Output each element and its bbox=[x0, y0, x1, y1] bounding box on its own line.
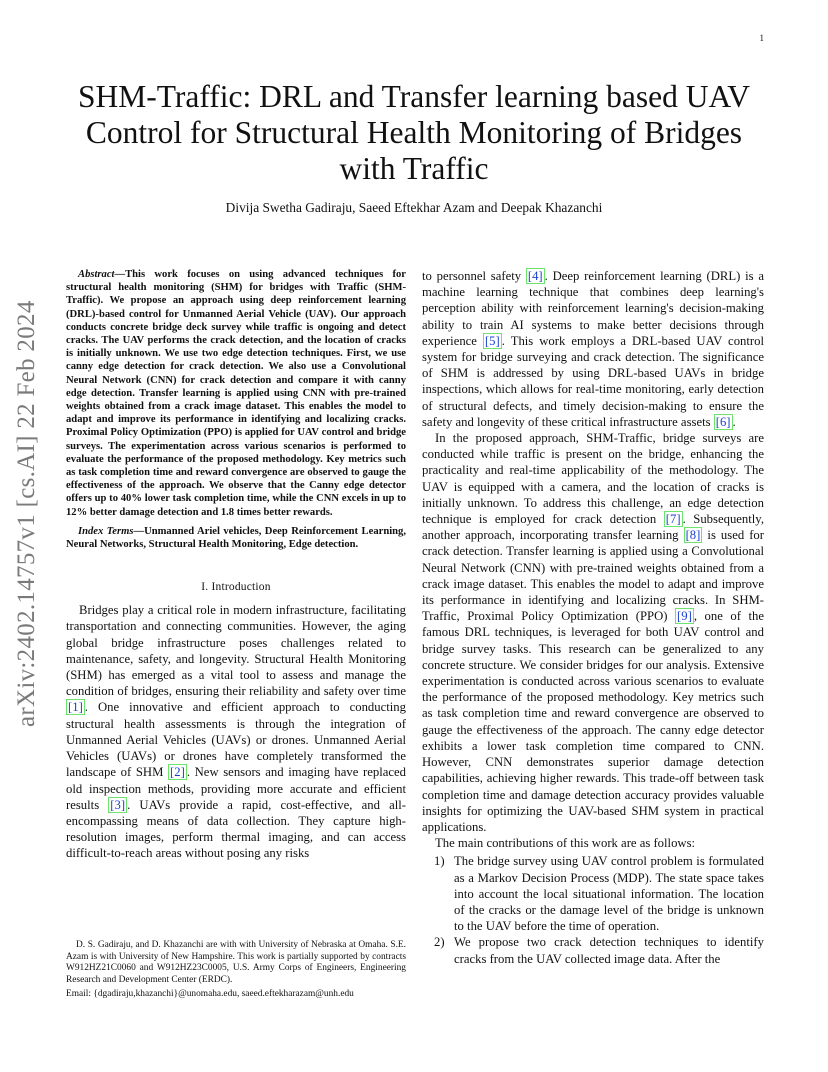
rp1-text-1: to personnel safety bbox=[422, 269, 526, 283]
citation-link[interactable]: [9] bbox=[677, 609, 692, 624]
citation-link[interactable]: [7] bbox=[665, 512, 681, 527]
intro-text-2: . One innovative and efficient approach to conducting structural health assessments is through the integration of Unmanned Aerial Vehicles (UAVs) or drones. Unmanned Aerial Vehicles (UAVs) or drones have completely transformed the landscape of SHM bbox=[66, 700, 406, 780]
citation-link[interactable]: [2] bbox=[170, 765, 185, 780]
abstract bbox=[66, 268, 406, 519]
right-column bbox=[422, 268, 764, 967]
contributions-list bbox=[422, 853, 764, 966]
list-item-number: 2) bbox=[434, 935, 445, 950]
footnote-email: Email: {dgadiraju,khazanchi}@unomaha.edu, saeed.eftekharazam@unh.edu bbox=[66, 989, 354, 1000]
rp1-text-4: . bbox=[732, 414, 736, 429]
index-terms-text: —Unmanned Ariel vehicles, Deep Reinforcement Learning, Neural Networks, Structural Health Monitoring, Edge detection. bbox=[66, 525, 406, 551]
list-item-number: 1) bbox=[434, 854, 445, 869]
list-item bbox=[422, 934, 764, 966]
rp1-text-2: . Deep reinforcement learning (DRL) is a machine learning technique that combines deep learning's perception ability with reinforcement learning's decision-making ability to train AI systems to make better decisions through experience bbox=[422, 269, 764, 348]
list-item-text: The bridge survey using UAV control problem is formulated as a Markov Decision Process (MDP). The state space takes into account the local situational information. The location of the cracks or the damage level of the bridge is unknown to the UAV before the time of operation. bbox=[454, 854, 764, 934]
intro-text-4: . UAVs provide a rapid, cost-effective, and all-encompassing means of data collection. They capture high-resolution images, perform thermal imaging, and can access difficult-to-reach areas without posing any risks bbox=[66, 797, 406, 861]
citation-link[interactable]: [3] bbox=[110, 797, 126, 812]
rp2-text-1: In the proposed approach, SHM-Traffic, bridge surveys are conducted while traffic is present on the bridge, enhancing the practicality and real-time applicability of the methodology. The UAV is equipped with a camera, and the location of cracks is initially unknown. To address this challenge, an edge detection technique is employed for crack detection bbox=[422, 431, 764, 527]
rp2-text-3: is used for crack detection. Transfer learning is applied using a Convolutional Neural Network (CNN) with pre-trained weights obtained from a crack image dataset. This enables the model to adapt and improve its performance in identifying and localizing cracks. In SHM-Traffic, Proximal Policy Optimization (PPO) bbox=[422, 528, 765, 624]
section-heading-introduction: I. Introduction bbox=[201, 581, 271, 594]
abstract-lead: Abstract bbox=[78, 269, 115, 280]
right-paragraph-3: The main contributions of this work are as follows: bbox=[435, 836, 696, 851]
index-terms-lead: Index Terms bbox=[78, 525, 134, 537]
index-terms bbox=[66, 525, 406, 551]
abstract-text: —This work focuses on using advanced techniques for structural health monitoring (SHM) for bridges with Traffic (SHM-Traffic). We propose an approach using deep reinforcement learning (DRL)-based control for Unmanned Aerial Vehicle (UAV). Our approach conducts concrete bridge deck survey while traffic is ongoing and detect cracks. The UAV performs the crack detection, and the location of cracks is initially unknown. We use two edge detection techniques. First, we use canny edge detection for crack detection. We also use a Convolutional Neural Network (CNN) for crack detection and compare it with canny edge detection. Transfer learning is applied using CNN with pre-trained weights obtained from a crack image dataset. This enables the model to adapt and improve its performance in identifying and localizing cracks. Proximal Policy Optimization (PPO) is applied for UAV control and bridge surveys. The experimentation across various scenarios is performed to evaluate the performance of the proposed methodology. Key metrics such as task completion time and reward convergence are observed to gauge the effectiveness of the approach. We observe that the Canny edge detector offers up to 40% lower task completion time, while the CNN excels in up to 12% better damage detection and 1.8 times better rewards. bbox=[66, 269, 406, 518]
list-item bbox=[422, 853, 764, 934]
citation-link[interactable]: [6] bbox=[715, 414, 731, 429]
right-paragraph-2 bbox=[422, 430, 764, 835]
footnote-affiliations: D. S. Gadiraju, and D. Khazanchi are with with University of Nebraska at Omaha. S.E. Azam is with University of New Hampshire. This work is partially supported by contracts W912HZ21C0060 and W912HZ23C0005, U.S. Army Corps of Engineers, Engineering Research and Development Center (ERDC). bbox=[66, 940, 406, 985]
page-number: 1 bbox=[759, 33, 764, 43]
citation-link[interactable]: [8] bbox=[685, 528, 701, 543]
citation-link[interactable]: [5] bbox=[484, 333, 500, 348]
citation-link[interactable]: [4] bbox=[527, 269, 543, 283]
intro-text-3: . New sensors and imaging have replaced old inspection methods, providing more accurate and efficient results bbox=[66, 765, 406, 812]
rp2-text-4: , one of the famous DRL techniques, is leveraged for both UAV control and bridge survey tasks. This research can be generalized to any concrete structure. We consider bridges for our analysis. Extensive experimentation is conducted across various scenarios to evaluate the performance of the proposed methodology. Key metrics such as task completion time and reward convergence are observed to gauge the effectiveness of the approach. The canny edge detector exhibits a lower task completion time compared to CNN. However, CNN demonstrates superior damage detection capabilities, achieving higher rewards. This trade-off between task completion time and damage detection accuracy provides valuable insights for optimizing the UAV-based SHM system in practical applications. bbox=[422, 609, 765, 834]
intro-text-1: Bridges play a critical role in modern infrastructure, facilitating transportation and connecting communities. However, the aging global bridge infrastructure poses challenges related to maintenance, safety, and longevity. Structural Health Monitoring (SHM) has emerged as a vital tool to assess and manage the condition of bridges, ensuring their reliability and safety over time bbox=[66, 603, 406, 699]
list-item-text: We propose two crack detection techniques to identify cracks from the UAV collected image data. After the bbox=[454, 935, 764, 966]
rp1-text-3: . This work employs a DRL-based UAV control system for bridge surveying and crack detection. The significance of SHM is addressed by using DRL-based UAVs in bridge inspections, which allows for real-time monitoring, early detection of structural defects, and timely decision-making to ensure the safety and longevity of these critical infrastructure assets bbox=[422, 333, 764, 429]
citation-link[interactable]: [1] bbox=[68, 700, 83, 715]
rp2-text-2: . Subsequently, another approach, incorporating transfer learning bbox=[422, 512, 764, 543]
footnote bbox=[66, 940, 406, 1001]
right-paragraph-1 bbox=[422, 268, 764, 430]
arxiv-identifier: arXiv:2402.14757v1 [cs.AI] 22 Feb 2024 bbox=[13, 300, 40, 727]
intro-paragraph bbox=[66, 602, 406, 861]
paper-title: SHM-Traffic: DRL and Transfer learning based UAV Control for Structural Health Monitoring of Bridges with Traffic bbox=[78, 79, 750, 186]
author-list: Divija Swetha Gadiraju, Saeed Eftekhar Azam and Deepak Khazanchi bbox=[225, 200, 603, 215]
left-column bbox=[66, 268, 406, 862]
